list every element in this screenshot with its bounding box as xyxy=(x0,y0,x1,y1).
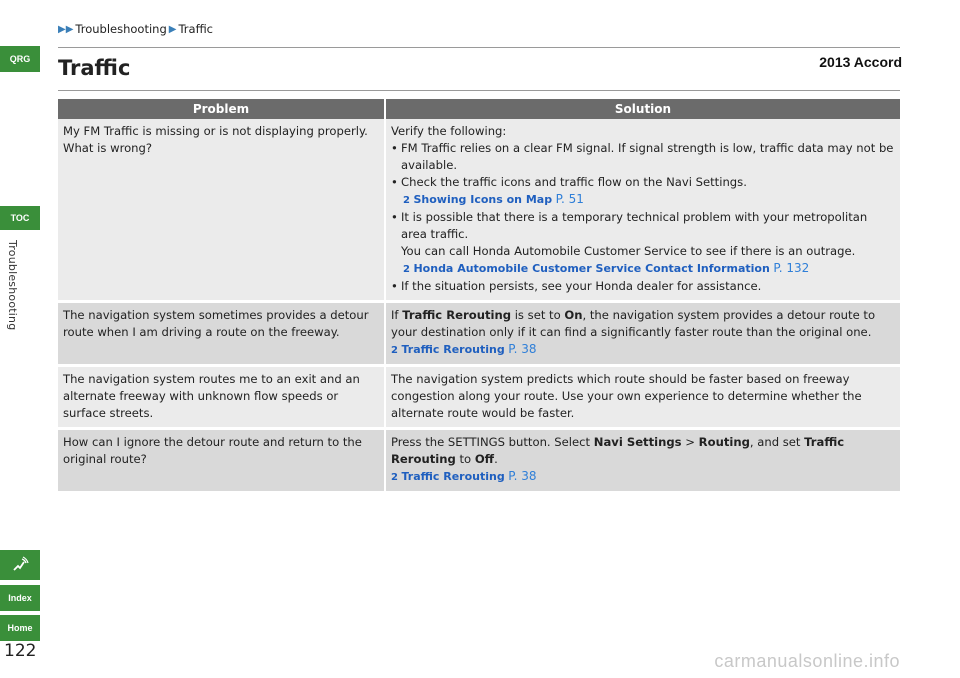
title-divider xyxy=(58,90,900,91)
reference-arrow-icon: 2 xyxy=(403,264,410,275)
toc-tab[interactable] xyxy=(0,206,40,230)
problem-cell: The navigation system sometimes provides a detour route when I am driving a route on the freeway. xyxy=(58,302,385,366)
cross-reference[interactable] xyxy=(391,191,895,209)
reference-title[interactable]: Traffic Rerouting xyxy=(401,470,505,483)
index-tab-label: Index xyxy=(8,593,32,603)
solution-text: > xyxy=(685,435,695,449)
reference-arrow-icon: 2 xyxy=(391,345,398,356)
setting-value: Off xyxy=(474,452,495,466)
index-tab[interactable] xyxy=(0,585,40,611)
solution-text: . xyxy=(494,452,498,466)
reference-page[interactable]: P. 38 xyxy=(508,469,537,483)
reference-arrow-icon: 2 xyxy=(403,195,410,206)
solution-cell xyxy=(385,429,900,492)
bullet-text: It is possible that there is a temporary technical problem with your metropolitan area traffic. xyxy=(401,210,868,241)
menu-name: Navi Settings xyxy=(593,435,682,449)
qrg-tab-label: QRG xyxy=(9,54,31,64)
reference-title[interactable]: Honda Automobile Customer Service Contact Information xyxy=(413,262,770,275)
reference-arrow-icon: 2 xyxy=(391,472,398,483)
voice-command-icon xyxy=(11,556,29,574)
solution-cell xyxy=(385,119,900,302)
bullet-text: Check the traffic icons and traffic flow on the Navi Settings. xyxy=(401,175,747,189)
menu-name: Routing xyxy=(698,435,750,449)
home-tab[interactable] xyxy=(0,615,40,641)
bullet-extra-text: You can call Honda Automobile Customer Service to see if there is an outrage. xyxy=(401,244,856,258)
model-label: 2013 Accord xyxy=(819,54,902,70)
bullet-item: • FM Traffic relies on a clear FM signal. If signal strength is low, traffic data may not be available. xyxy=(391,141,894,172)
bullet-item: • If the situation persists, see your Honda dealer for assistance. xyxy=(391,278,895,295)
reference-title[interactable]: Traffic Rerouting xyxy=(401,343,505,356)
solution-text: If xyxy=(391,308,399,322)
solution-cell xyxy=(385,302,900,366)
solution-header: Solution xyxy=(385,99,900,119)
breadcrumb-arrow-icon: ▶▶ xyxy=(58,23,74,35)
section-side-label: Troubleshooting xyxy=(6,240,19,331)
solution-intro: Verify the following: xyxy=(391,124,507,138)
header-divider xyxy=(58,47,900,48)
solution-text: Press the SETTINGS button. Select xyxy=(391,435,591,449)
problem-cell: My FM Traffic is missing or is not displaying properly. What is wrong? xyxy=(58,119,385,302)
troubleshooting-table xyxy=(58,99,900,491)
bullet-text: If the situation persists, see your Honda dealer for assistance. xyxy=(401,279,762,293)
home-tab-label: Home xyxy=(7,623,33,633)
table-row xyxy=(58,302,900,366)
bullet-item: • Check the traffic icons and traffic flow on the Navi Settings. xyxy=(391,174,895,191)
problem-cell: The navigation system routes me to an exit and an alternate freeway with unknown flow speeds or surface streets. xyxy=(58,366,385,429)
setting-name: Traffic Rerouting xyxy=(402,308,512,322)
toc-tab-label: TOC xyxy=(10,213,30,223)
problem-cell: How can I ignore the detour route and return to the original route? xyxy=(58,429,385,492)
solution-text: , the navigation system provides a detour route to your destination only if it can find a significantly faster route than the original one. xyxy=(391,308,876,339)
cross-reference[interactable] xyxy=(391,468,895,486)
solution-text: to xyxy=(459,452,472,466)
table-row xyxy=(58,119,900,302)
reference-page[interactable]: P. 51 xyxy=(555,192,584,206)
table-header-row xyxy=(58,99,900,119)
cross-reference[interactable] xyxy=(391,341,895,359)
solution-text: , and set xyxy=(749,435,801,449)
breadcrumb-troubleshooting[interactable]: Troubleshooting xyxy=(75,22,167,36)
table-row xyxy=(58,366,900,429)
solution-cell: The navigation system predicts which route should be faster based on freeway congestion along your route. Use your own experience to determine whether the alternate route would be faster. xyxy=(385,366,900,429)
bullet-item: • It is possible that there is a temporary technical problem with your metropolitan area traffic. You can call Honda Automobile Customer Service to see if there is an outrage. xyxy=(391,210,868,258)
qrg-tab[interactable] xyxy=(0,46,40,72)
breadcrumb-arrow-icon: ▶ xyxy=(168,23,177,35)
page-number: 122 xyxy=(4,641,37,661)
problem-header: Problem xyxy=(58,99,385,119)
bullet-text: FM Traffic relies on a clear FM signal. If signal strength is low, traffic data may not be available. xyxy=(401,141,894,172)
voice-command-tab[interactable] xyxy=(0,550,40,580)
solution-text: is set to xyxy=(514,308,561,322)
table-row xyxy=(58,429,900,492)
cross-reference[interactable] xyxy=(391,260,895,278)
watermark: carmanualsonline.info xyxy=(714,651,900,671)
breadcrumb xyxy=(58,22,213,36)
breadcrumb-traffic: Traffic xyxy=(178,22,214,36)
reference-page[interactable]: P. 132 xyxy=(773,261,810,275)
reference-title[interactable]: Showing Icons on Map xyxy=(413,193,553,206)
setting-value: On xyxy=(564,308,583,322)
reference-page[interactable]: P. 38 xyxy=(508,342,537,356)
page-title: Traffic xyxy=(58,56,131,80)
setting-name: Traffic Rerouting xyxy=(391,435,845,466)
